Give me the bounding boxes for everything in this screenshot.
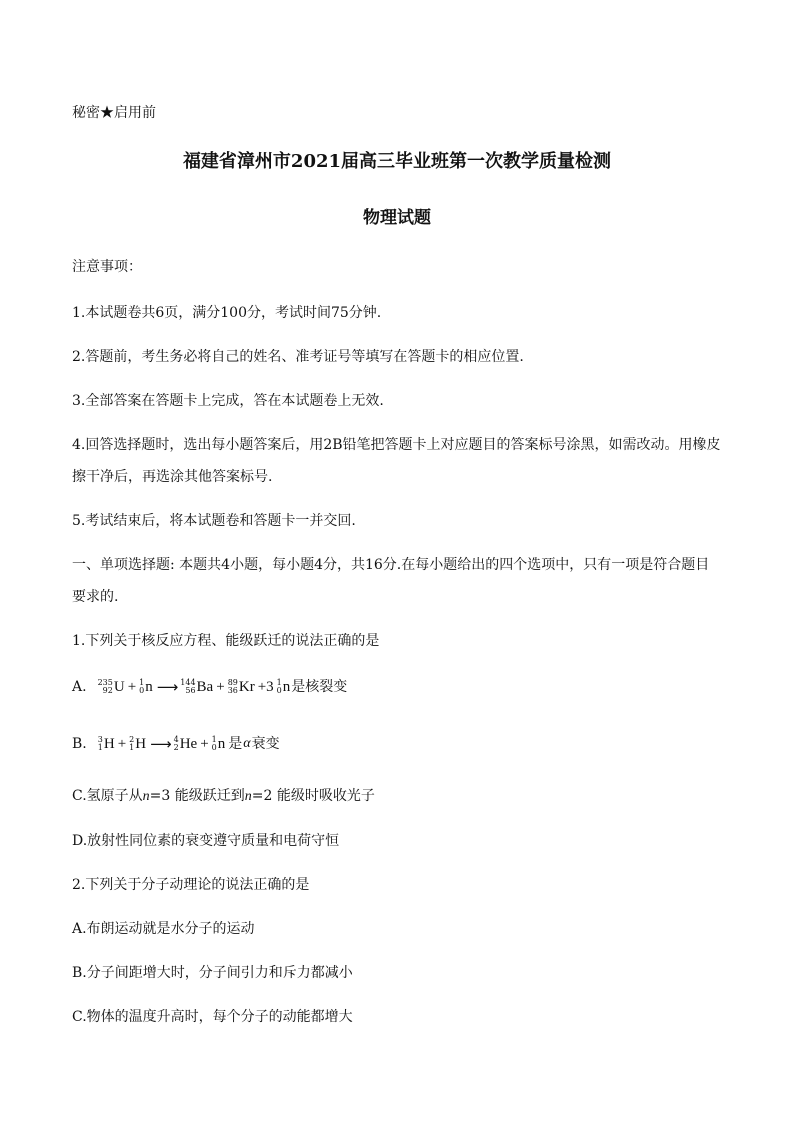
q1-option-b [72, 735, 722, 753]
question-1-stem: 1.下列关于核反应方程、能级跃迁的说法正确的是 [72, 633, 380, 649]
charge-number: 36 [227, 686, 238, 695]
element-symbol: H [103, 736, 115, 752]
element-symbol: Ba [196, 679, 214, 695]
mass-number: 4 [173, 735, 179, 744]
option-b-tail-pre: 是 [228, 736, 243, 752]
nuclide-barium [180, 678, 213, 696]
charge-number: 0 [276, 686, 282, 695]
element-symbol: H [135, 736, 147, 752]
q2-option-a: A.布朗运动就是水分子的运动 [72, 921, 255, 937]
quantum-number-n: n [244, 789, 252, 804]
question-2-stem: 2.下列关于分子动理论的说法正确的是 [72, 877, 310, 893]
plus-sign: + [216, 679, 225, 695]
quantum-number-n: n [142, 789, 150, 804]
element-symbol: He [179, 736, 198, 752]
charge-number: 1 [97, 743, 103, 752]
exam-subtitle: 物理试题 [363, 208, 431, 228]
charge-number: 0 [139, 686, 145, 695]
charge-number: 92 [102, 686, 113, 695]
element-symbol: Kr [238, 679, 255, 695]
charge-number: 0 [211, 743, 217, 752]
plus-sign: + [200, 736, 209, 752]
mass-number: 2 [129, 735, 135, 744]
notice-item-3: 3.全部答案在答题卡上完成，答在本试题卷上无效. [72, 393, 384, 409]
q1-option-a [72, 678, 722, 696]
nuclide-helium [174, 735, 198, 753]
notice-item-4: 4.回答选择题时，选出每小题答案后，用2B铅笔把答题卡上对应题目的答案标号涂黑，如需改动。用橡皮 [72, 437, 721, 453]
option-a-tail: 是核裂变 [291, 679, 348, 695]
option-c-mid2: =2 能级时吸收光子 [251, 788, 375, 804]
mass-number: 235 [97, 678, 113, 687]
secret-label: 秘密★启用前 [72, 105, 156, 121]
reaction-arrow: ⟶ [150, 735, 170, 753]
mass-number: 89 [227, 678, 238, 687]
nuclide-tritium [98, 735, 115, 753]
notice-heading: 注意事项： [72, 259, 142, 275]
q1-option-d: D.放射性同位素的衰变遵守质量和电荷守恒 [72, 833, 340, 849]
mass-number: 3 [97, 735, 103, 744]
option-a-label: A. [72, 679, 87, 695]
section-heading: 一、单项选择题: 本题共4小题，每小题4分，共16分.在每小题给出的四个选项中，只有一项是符合题目 [72, 557, 710, 573]
plus-coefficient: +3 [257, 679, 274, 695]
nuclide-neutron [139, 678, 153, 696]
nuclide-neutron [212, 735, 226, 753]
plus-sign: + [117, 736, 127, 752]
nuclide-krypton [228, 678, 255, 696]
element-symbol: n [217, 736, 226, 752]
alpha-symbol: α [243, 736, 251, 751]
mass-number: 1 [211, 735, 217, 744]
q2-option-b: B.分子间距增大时，分子间引力和斥力都减小 [72, 965, 353, 981]
notice-item-2: 2.答题前，考生务必将自己的姓名、准考证号等填写在答题卡的相应位置. [72, 349, 524, 365]
mass-number: 144 [180, 678, 196, 687]
charge-number: 56 [185, 686, 196, 695]
notice-item-1: 1.本试题卷共6页，满分100分，考试时间75分钟. [72, 305, 382, 321]
exam-title: 福建省漳州市2021届高三毕业班第一次教学质量检测 [182, 151, 612, 172]
charge-number: 2 [173, 743, 179, 752]
mass-number: 1 [276, 678, 282, 687]
notice-item-5: 5.考试结束后，将本试题卷和答题卡一并交回. [72, 513, 356, 529]
q2-option-c: C.物体的温度升高时，每个分子的动能都增大 [72, 1009, 353, 1025]
reaction-arrow: ⟶ [156, 678, 177, 696]
element-symbol: n [282, 679, 291, 695]
section-heading-cont: 要求的. [72, 589, 119, 605]
nuclide-neutron [277, 678, 291, 696]
notice-item-4-cont: 擦干净后，再选涂其他答案标号. [72, 469, 273, 485]
option-b-tail-post: 衰变 [251, 736, 280, 752]
element-symbol: U [113, 679, 125, 695]
charge-number: 1 [129, 743, 135, 752]
nuclide-deuterium [129, 735, 146, 753]
q1-option-c [72, 787, 722, 806]
plus-sign: + [127, 679, 137, 695]
mass-number: 1 [139, 678, 145, 687]
nuclide-uranium [98, 678, 125, 696]
option-c-mid1: =3 能级跃迁到 [149, 788, 245, 804]
option-b-label: B. [72, 736, 87, 752]
option-c-pre: C.氢原子从 [72, 788, 143, 804]
element-symbol: n [145, 679, 153, 695]
